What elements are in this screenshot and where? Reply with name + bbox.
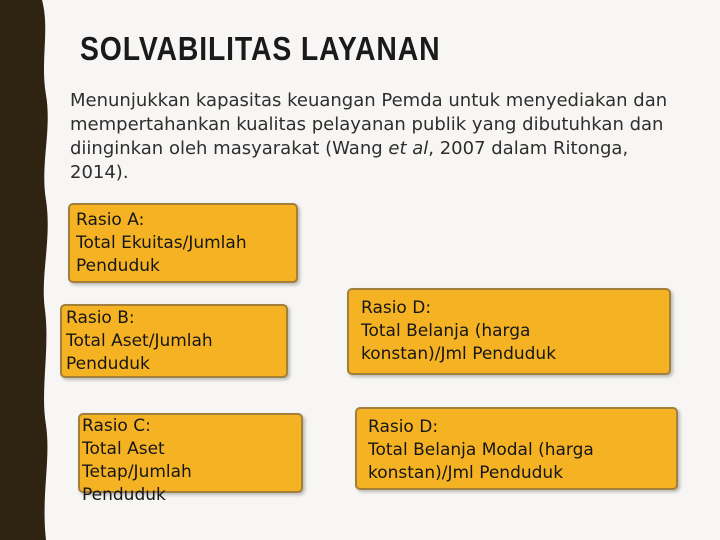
ratio-c-line1: Total Aset: [82, 439, 165, 459]
ratio-a-heading: Rasio A:: [76, 210, 145, 230]
ratio-d1-heading: Rasio D:: [361, 298, 432, 318]
intro-emphasis: et al: [388, 138, 429, 159]
ratio-c-line3: Penduduk: [82, 485, 166, 505]
ratio-b-box: [60, 304, 288, 378]
decorative-left-band: [0, 0, 56, 540]
intro-text: Menunjukkan kapasitas keuangan Pemda untuk menyediakan dan mempertahankan kualitas pelayanan publik yang dibutuhkan dan diinginkan oleh masyarakat (Wang: [70, 90, 668, 159]
intro-citation: , 2007 dalam Ritonga, 2014).: [70, 138, 629, 183]
ratio-d2-line2: konstan)/Jml Penduduk: [368, 463, 564, 483]
ratio-a-line1: Total Ekuitas/Jumlah: [76, 233, 247, 253]
ratio-c-line2: Tetap/Jumlah: [82, 462, 192, 482]
ratio-c-heading: Rasio C:: [82, 416, 151, 436]
ratio-d2-line1: Total Belanja Modal (harga: [368, 440, 594, 460]
ratio-b-heading: Rasio B:: [66, 308, 135, 328]
ratio-a-box: [68, 203, 298, 283]
ratio-d2-heading: Rasio D:: [368, 417, 439, 437]
ratio-b-line2: Penduduk: [66, 354, 150, 374]
ratio-d1-line2: konstan)/Jml Penduduk: [361, 344, 557, 364]
intro-paragraph: [70, 89, 670, 185]
ratio-d1-line1: Total Belanja (harga: [361, 321, 531, 341]
ratio-d-box-belanja-modal: [355, 407, 678, 490]
ratio-a-line2: Penduduk: [76, 256, 160, 276]
slide-title: SOLVABILITAS LAYANAN: [80, 30, 441, 67]
ratio-c-box: [78, 413, 303, 505]
ratio-d-box-belanja: [347, 288, 671, 375]
ratio-b-line1: Total Aset/Jumlah: [66, 331, 213, 351]
